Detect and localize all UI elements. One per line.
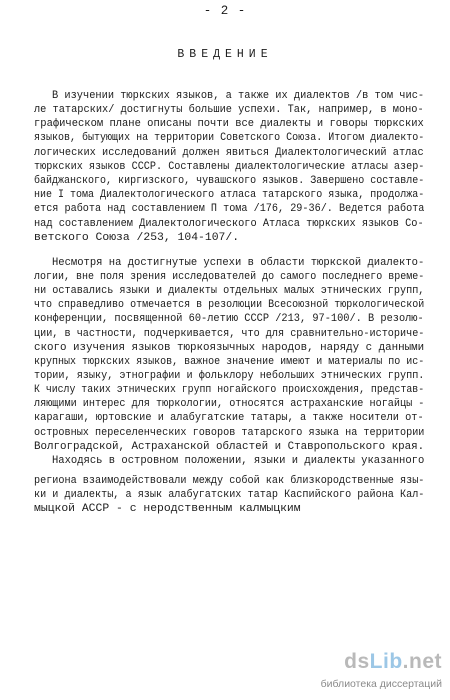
text-line: логических исследований должен явиться Диалектологический атлас [34, 147, 424, 159]
text-line: ни оставались языки и диалекты отдельных малых этнических групп, [34, 285, 425, 297]
text-line: ветского Союза /253, 104-107/. [34, 232, 240, 244]
text-line: что справедливо отмечается в резолюции Всесоюзной тюркологической [34, 299, 425, 311]
text-line: В изучении тюркских языков, а также их диалектов /в том чис- [52, 90, 425, 102]
text-line: мыцкой АССР - с неродственным калмыцким [34, 503, 301, 515]
section-heading: ВВЕДЕНИЕ [177, 48, 273, 61]
text-line: карагаши, юртовские и алабугатские татары, а также носители от- [34, 412, 424, 424]
text-line: крупных тюркских языков, важное значение имеют и материалы по ис- [34, 356, 425, 368]
text-line: тории, языку, этнографии и фольклору небольших этнических групп. [34, 370, 425, 382]
text-line: ляющими интерес для тюркологии, относятся астраханские ногайцы - [34, 398, 425, 410]
text-line: региона взаимодействовали между собой как близкородственные язы- [34, 475, 425, 487]
text-line: островных переселенческих говоров татарского языка на территории [34, 427, 425, 439]
text-line: ле татарских/ достигнуты большие успехи. Так, например, в моно- [34, 104, 424, 116]
text-line: ского изучения языков тюркоязычных народов, наряду с данными [34, 342, 425, 354]
text-line: конференции, посвященной 60-летию СССР /213, 97-100/. В резолю- [34, 313, 424, 325]
text-line: графическом плане описаны почти все диалекты и говоры тюркских [34, 118, 424, 130]
text-line: Находясь в островном положении, языки и диалекты указанного [52, 455, 425, 467]
text-line: К числу таких этнических групп ногайского происхождения, представ- [34, 384, 425, 396]
text-line: ки и диалекты, а язык алабугатских татар Каспийского района Кал- [34, 489, 425, 501]
text-line: ние I тома Диалектологического атласа татарского языка, продолжа- [34, 189, 425, 201]
page-number: - 2 - [203, 4, 247, 18]
text-line: ции, в частности, подчеркивается, что для сравнительно-историче- [34, 328, 425, 340]
text-line: байджанского, киргизского, чувашского языков. Завершено составле- [34, 175, 425, 187]
watermark [320, 650, 444, 694]
text-line: Несмотря на достигнутые успехи в области тюркской диалекто- [52, 257, 425, 269]
text-line: языков, бытующих на территории Советского Союза. Итогом диалекто- [34, 132, 425, 144]
watermark-caption: библиотека диссертаций [320, 678, 442, 690]
watermark-logo: dsLib.net [344, 650, 442, 673]
text-line: над составлением Диалектологического Атласа тюркских языков Со- [34, 218, 424, 230]
text-line: логии, вне поля зрения исследователей до самого последнего време- [34, 271, 425, 283]
text-line: тюркских языков СССР. Составлены диалектологические атласы азер- [34, 161, 425, 173]
text-line: ется работа над составлением П тома /176, 29-36/. Ведется работа [34, 203, 425, 215]
text-line: Волгоградской, Астраханской областей и Ставропольского края. [34, 441, 425, 453]
